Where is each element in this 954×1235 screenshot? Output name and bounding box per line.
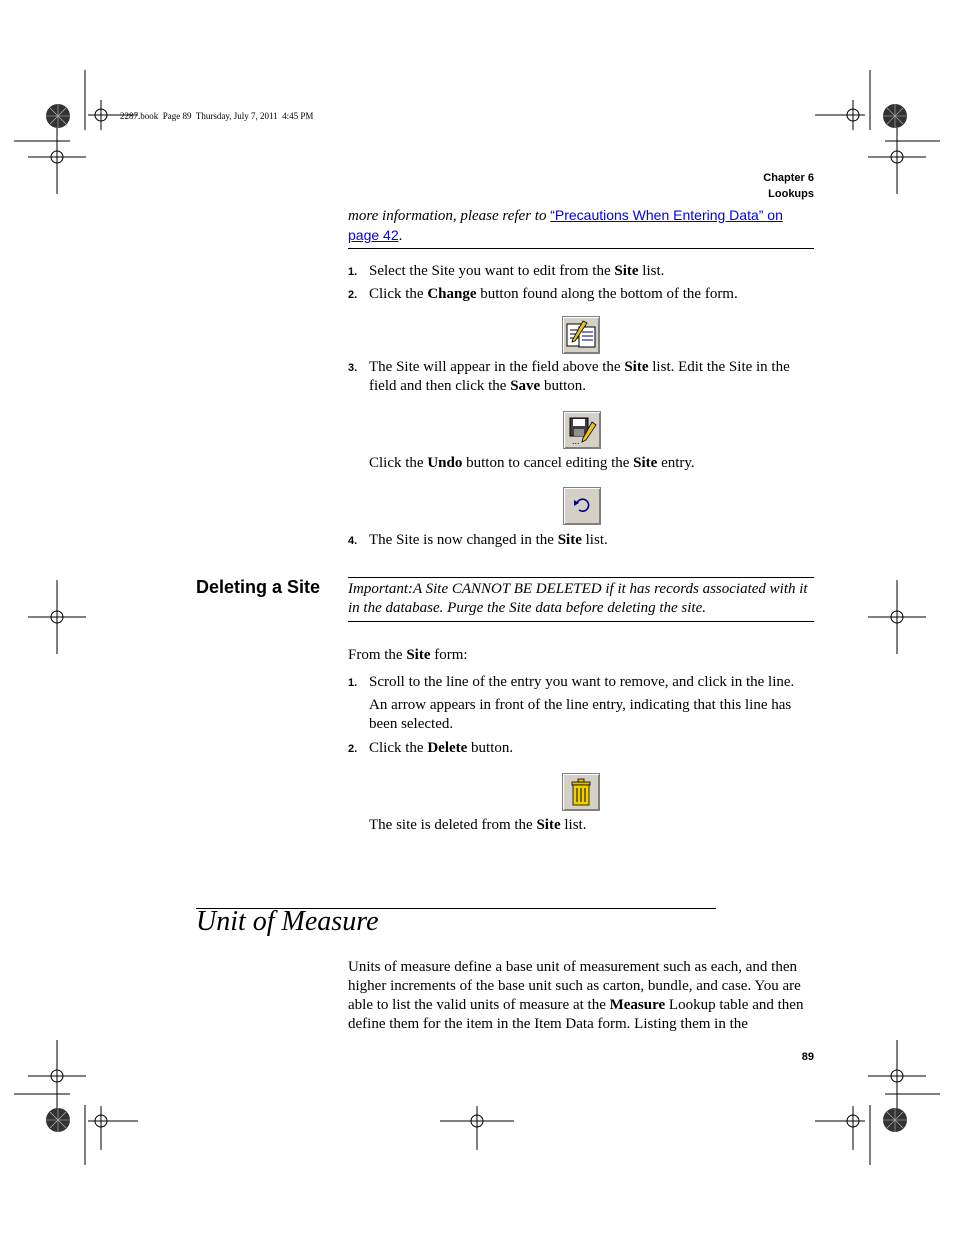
step-number: 3. [348,362,358,374]
intro-suffix: . [398,228,403,244]
precautions-link-page[interactable]: page 42 [348,227,399,243]
divider [348,621,814,622]
step-text: Click the [369,740,428,756]
text: list. [560,817,587,833]
step-number: 1. [348,266,358,278]
step-number: 4. [348,535,358,547]
text: From the [348,647,407,663]
text: The site is deleted from the [369,817,537,833]
edit-step-4 [369,531,815,550]
step-number: 2. [348,743,358,755]
step-text: button. [467,740,514,756]
step-text: Click the [369,286,428,302]
section-label: Lookups [768,188,814,200]
step-bold: Site [614,263,639,279]
step-number: 1. [348,677,358,689]
step-bold: Save [510,378,541,394]
save-icon [564,412,600,448]
delete-result [369,816,815,835]
step-text: The Site is now changed in the [369,532,558,548]
step-text: The Site will appear in the field above the [369,359,625,375]
step-number: 2. [348,289,358,301]
section-heading-deleting: Deleting a Site [196,577,321,597]
undo-icon [564,488,600,524]
step-bold: Site [557,532,582,548]
edit-step-1 [369,262,815,281]
svg-text:...: ... [572,436,580,446]
step-text: button. [540,378,587,394]
delete-step-1: Scroll to the line of the entry you want to remove, and click in the line. [369,674,795,690]
text: Lookup table and then define them for the item in the Item Data form. Listing them in the [348,997,804,1032]
chapter-label: Chapter 6 [763,172,814,184]
note-bold: Undo [427,455,463,471]
section-heading-unit-of-measure: Unit of Measure [196,906,379,937]
step-text: list. [638,263,665,279]
unit-of-measure-paragraph [348,958,814,1034]
text: Units of measure define a base unit of measurement such as each, and then higher increments of the base unit such as carton, bundle, and case. You are able to list the valid units of measure at the [348,959,801,1013]
note-text: button to cancel editing the [462,455,634,471]
file-stamp: 2287.book Page 89 Thursday, July 7, 2011 4:45 PM [120,111,314,121]
note-bold: Site [633,455,658,471]
divider [348,577,814,578]
note-text: Click the [369,455,428,471]
change-button[interactable] [562,316,600,354]
from-site-form [348,646,814,665]
delete-icon [563,774,599,810]
intro-prefix: more information, please refer to [348,208,551,224]
step-text: list. [581,532,608,548]
edit-step-2 [369,285,815,304]
step-bold: Change [427,286,477,302]
step-bold: Site [624,359,649,375]
delete-step-2 [369,739,815,758]
step-bold: Delete [427,740,468,756]
edit-step-3 [369,358,815,396]
text: form: [430,647,468,663]
change-icon [563,317,599,353]
note-text: entry. [657,455,695,471]
intro-paragraph [348,206,814,246]
step-text: button found along the bottom of the form. [476,286,738,302]
page-number: 89 [801,1051,814,1063]
delete-step-1-detail: An arrow appears in front of the line entry, indicating that this line has been selected. [369,697,792,732]
bold-text: Site [536,817,561,833]
undo-note [369,454,815,473]
bold-text: Site [406,647,431,663]
precautions-link[interactable]: “Precautions When Entering Data” on [550,207,783,223]
step-text: list. Edit the Site in the field and then click the [369,359,790,394]
save-button[interactable] [563,411,601,449]
divider [348,248,814,249]
step-text: Select the Site you want to edit from the [369,263,615,279]
undo-button[interactable] [563,487,601,525]
bold-text: Measure [609,997,666,1013]
delete-button[interactable] [562,773,600,811]
important-note: Important:A Site CANNOT BE DELETED if it has records associated with it in the database. Purge the Site data before deleting the site. [348,581,808,616]
